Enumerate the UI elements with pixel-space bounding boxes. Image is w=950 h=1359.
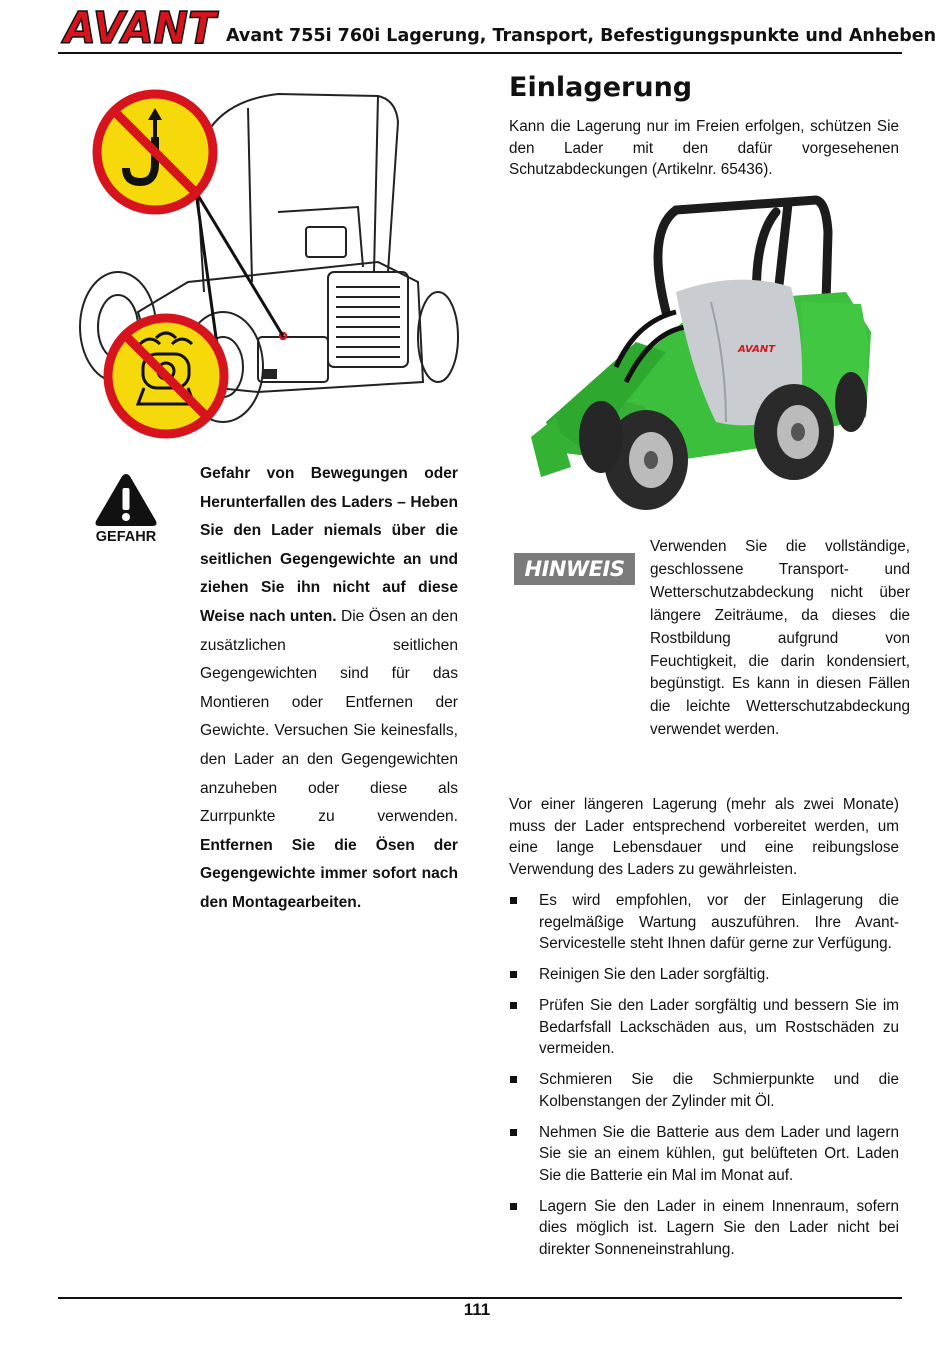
page-number: 111 [463, 1300, 491, 1319]
section-title: Einlagerung [509, 72, 693, 103]
svg-text:AVANT: AVANT [61, 8, 219, 48]
list-item: Nehmen Sie die Batterie aus dem Lader und lagern Sie sie an einem kühlen, gut belüfteten Ort. Laden Sie die Batterie ein Mal im Monat auf. [509, 1122, 899, 1187]
list-item: Prüfen Sie den Lader sorgfältig und bessern Sie im Bedarfsfall Lackschäden aus, um Rostschäden zu vermeiden. [509, 995, 899, 1060]
bullet-icon [510, 971, 517, 978]
list-item: Lagern Sie den Lader in einem Innenraum, sofern dies möglich ist. Lagern Sie den Lader nicht bei direkter Sonneneinstrahlung. [509, 1196, 899, 1261]
no-lifting-hook-sign [97, 94, 213, 210]
danger-text [200, 460, 458, 918]
header-title: Avant 755i 760i Lagerung, Transport, Befestigungspunkte und Anheben [226, 26, 937, 46]
avant-logo [58, 8, 223, 48]
bullet-icon [510, 1129, 517, 1136]
storage-steps-list [509, 890, 899, 1270]
hinweis-text: Verwenden Sie die vollständige, geschlossene Transport- und Wetterschutzabdeckung nicht über längere Zeiträume, da dieses die Rostbildung aufgrund von Feuchtigkeit, die darin kondensiert, begünstigt. Es kann in diesen Fällen die leichte Wetterschutzabdeckung verwendet werden. [650, 538, 910, 739]
hinweis-badge [514, 553, 635, 585]
danger-text-bold-1: Gefahr von Bewegungen oder Herunterfallen des Laders – Heben Sie den Lader niemals über die seitlichen Gegengewichte an und ziehen Sie ihn nicht auf diese Weise nach unten. [200, 465, 458, 625]
bullet-icon [510, 1203, 517, 1210]
list-item: Schmieren Sie die Schmierpunkte und die Kolbenstangen der Zylinder mit Öl. [509, 1069, 899, 1112]
cover-logo: AVANT [738, 344, 776, 355]
bullet-icon [510, 897, 517, 904]
no-tie-down-sign [108, 318, 224, 434]
header-divider [58, 52, 902, 54]
bullet-icon [510, 1002, 517, 1009]
hinweis-label: HINWEIS [524, 557, 625, 581]
lifting-prohibition-illustration [78, 82, 460, 442]
danger-warning-icon [94, 472, 158, 528]
list-item: Es wird empfohlen, vor der Einlagerung die regelmäßige Wartung auszuführen. Ihre Avant-Servicestelle steht Ihnen dafür gerne zur Verfügung. [509, 890, 899, 955]
loader-with-cover-photo [526, 192, 880, 520]
list-item: Reinigen Sie den Lader sorgfältig. [509, 964, 899, 986]
intro-paragraph: Kann die Lagerung nur im Freien erfolgen, schützen Sie den Lader mit den dafür vorgesehenen Schutzabdeckungen (Artikelnr. 65436). [509, 118, 899, 178]
danger-text-normal: Die Ösen an den zusätzlichen seitlichen Gegengewichten sind für das Montieren oder Entfernen der Gewichte. Versuchen Sie keinesfalls, den Lader an den Gegengewichten anzuheben oder diese als Zurrpunkte zu verwenden. [200, 607, 458, 826]
danger-text-bold-2: Entfernen Sie die Ösen der Gegengewichte immer sofort nach den Montagearbeiten. [200, 836, 458, 911]
footer-divider [58, 1297, 902, 1299]
preparation-paragraph: Vor einer längeren Lagerung (mehr als zwei Monate) muss der Lader entsprechend vorbereitet werden, um eine lange Lebensdauer und eine reibungslose Verwendung des Laders zu gewährleisten. [509, 796, 899, 878]
danger-label: GEFAHR [95, 529, 157, 545]
bullet-icon [510, 1076, 517, 1083]
